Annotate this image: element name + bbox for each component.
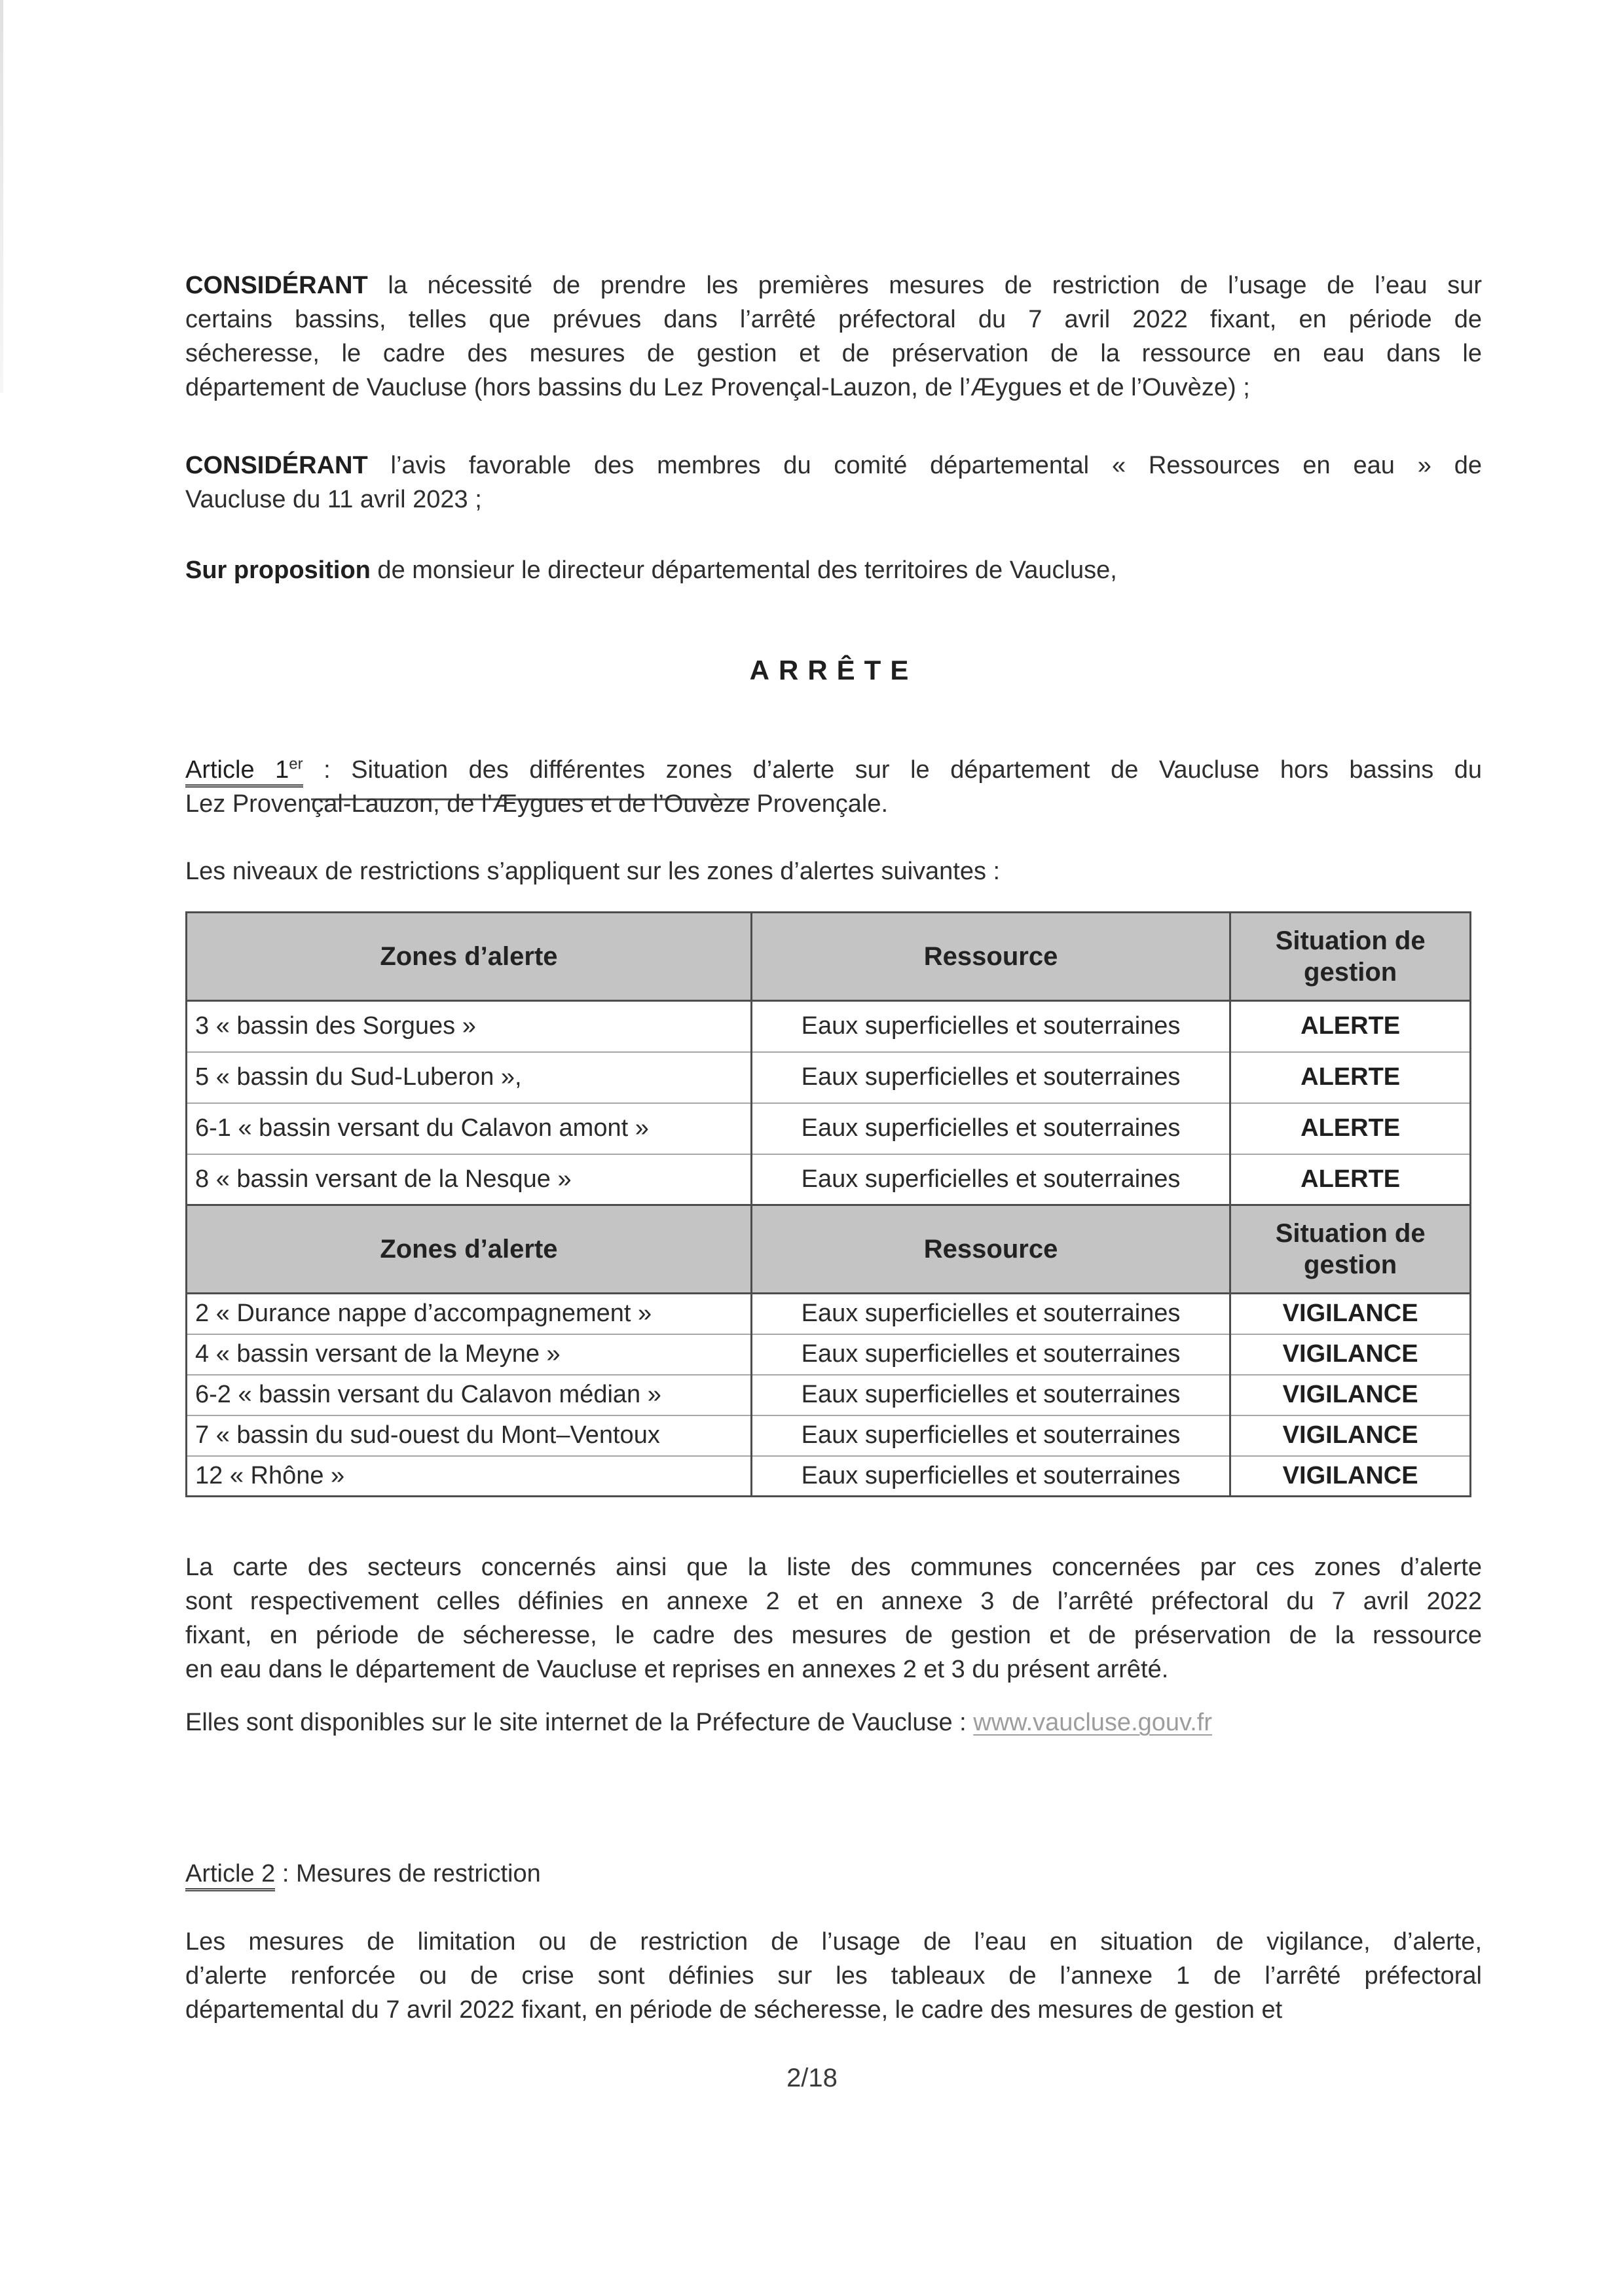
struck-text: çal-Lauzon, de l’Æygues et de l’Ouvèze — [311, 790, 750, 818]
text-line — [185, 553, 1482, 587]
text-segment: la nécessité de prendre les premières mesures de restriction de l’usage de l’eau sur — [367, 272, 1482, 299]
text-line: départemental du 7 avril 2022 fixant, en période de sécheresse, le cadre des mesures de gestion et — [185, 1996, 1283, 2024]
zone-cell: 3 « bassin des Sorgues » — [187, 1001, 752, 1052]
ressource-cell: Eaux superficielles et souterraines — [751, 1294, 1230, 1334]
text-segment: Elles sont disponibles sur le site internet de la Préfecture de Vaucluse : — [185, 1709, 974, 1736]
text-segment: Lez Proven — [185, 790, 312, 818]
header-zones-alerte: Zones d’alerte — [187, 913, 752, 1001]
paragraph-article-1 — [185, 753, 1482, 821]
zone-cell: 12 « Rhône » — [187, 1456, 752, 1497]
ressource-cell: Eaux superficielles et souterraines — [751, 1052, 1230, 1103]
sur-proposition-label: Sur proposition — [185, 556, 371, 584]
ressource-cell: Eaux superficielles et souterraines — [751, 1456, 1230, 1497]
ressource-cell: Eaux superficielles et souterraines — [751, 1103, 1230, 1154]
situation-cell: VIGILANCE — [1230, 1456, 1471, 1497]
text-line: sont respectivement celles définies en annexe 2 et en annexe 3 de l’arrêté préfectoral du 7 avril 2022 — [185, 1588, 1482, 1615]
header-situation: Situation de gestion — [1230, 913, 1471, 1001]
ressource-cell: Eaux superficielles et souterraines — [751, 1334, 1230, 1375]
text-line — [185, 787, 1482, 821]
header-situation: Situation de gestion — [1230, 1205, 1471, 1294]
table-row — [187, 1334, 1471, 1375]
text-line: certains bassins, telles que prévues dans l’arrêté préfectoral du 7 avril 2022 fixant, en période de — [185, 306, 1482, 333]
table-row — [187, 1456, 1471, 1497]
article-1-title-sup: er — [289, 755, 303, 773]
considerant-label: CONSIDÉRANT — [185, 272, 368, 299]
text-line: sécheresse, le cadre des mesures de gestion et de préservation de la ressource en eau dans le — [185, 340, 1482, 367]
text-line: département de Vaucluse (hors bassins du Lez Provençal-Lauzon, de l’Æygues et de l’Ouvèze) ; — [185, 374, 1250, 401]
situation-cell: ALERTE — [1230, 1154, 1471, 1205]
paragraph-sur-proposition — [185, 553, 1482, 587]
ressource-cell: Eaux superficielles et souterraines — [751, 1415, 1230, 1456]
table-header-row — [187, 1205, 1471, 1294]
header-ressource: Ressource — [751, 1205, 1230, 1294]
paragraph-article-2 — [185, 1857, 1482, 1891]
situation-cell: ALERTE — [1230, 1103, 1471, 1154]
text-segment: : Situation des différentes zones d’alerte sur le département de Vaucluse hors bassins du — [303, 756, 1482, 784]
table-header-row — [187, 913, 1471, 1001]
text-segment: Provençale. — [749, 790, 889, 818]
page-number: 2/18 — [786, 2064, 838, 2092]
paragraph-carte — [185, 1550, 1482, 1686]
paragraph-mesures — [185, 1925, 1482, 2027]
ressource-cell: Eaux superficielles et souterraines — [751, 1154, 1230, 1205]
zone-cell: 5 « bassin du Sud-Luberon », — [187, 1052, 752, 1103]
zone-cell: 6-2 « bassin versant du Calavon médian » — [187, 1375, 752, 1415]
zone-cell: 4 « bassin versant de la Meyne » — [187, 1334, 752, 1375]
text-segment: l’avis favorable des membres du comité départemental « Ressources en eau » de — [367, 452, 1482, 479]
situation-cell: ALERTE — [1230, 1001, 1471, 1052]
text-segment: : Mesures de restriction — [275, 1860, 541, 1887]
header-zones-alerte: Zones d’alerte — [187, 1205, 752, 1294]
text-line: Les niveaux de restrictions s’appliquent sur les zones d’alertes suivantes : — [185, 858, 1001, 885]
zone-cell: 8 « bassin versant de la Nesque » — [187, 1154, 752, 1205]
text-line — [185, 268, 1482, 302]
vaucluse-gouv-link[interactable]: www.vaucluse.gouv.fr — [973, 1709, 1212, 1736]
ressource-cell: Eaux superficielles et souterraines — [751, 1001, 1230, 1052]
table-row — [187, 1052, 1471, 1103]
situation-cell: ALERTE — [1230, 1052, 1471, 1103]
header-ressource: Ressource — [751, 913, 1230, 1001]
zones-alerte-table — [185, 911, 1471, 1497]
text-line: fixant, en période de sécheresse, le cadre des mesures de gestion et de préservation de la ressource — [185, 1622, 1482, 1649]
paragraph-niveaux-intro — [185, 854, 1482, 888]
text-line — [185, 1705, 1482, 1740]
article-2-title: Article 2 — [185, 1860, 275, 1891]
paragraph-considerant-1 — [185, 268, 1482, 405]
arrete-heading: ARRÊTE — [749, 655, 918, 685]
situation-cell: VIGILANCE — [1230, 1294, 1471, 1334]
table-row — [187, 1375, 1471, 1415]
article-1-title — [185, 756, 303, 788]
table-row — [187, 1154, 1471, 1205]
text-line — [185, 1857, 1482, 1891]
considerant-label: CONSIDÉRANT — [185, 452, 368, 479]
text-line: Les mesures de limitation ou de restriction de l’usage de l’eau en situation de vigilance, d’alerte, — [185, 1928, 1482, 1956]
situation-cell: VIGILANCE — [1230, 1334, 1471, 1375]
text-line: La carte des secteurs concernés ainsi que la liste des communes concernées par ces zones d’alerte — [185, 1554, 1482, 1581]
table-row — [187, 1001, 1471, 1052]
scan-edge-artifact — [0, 0, 3, 393]
zone-cell: 7 « bassin du sud-ouest du Mont–Ventoux — [187, 1415, 752, 1456]
text-line: d’alerte renforcée ou de crise sont définies sur les tableaux de l’annexe 1 de l’arrêté préfectoral — [185, 1962, 1482, 1990]
table-row — [187, 1294, 1471, 1334]
situation-cell: VIGILANCE — [1230, 1375, 1471, 1415]
table-row — [187, 1415, 1471, 1456]
text-line — [185, 448, 1482, 483]
text-line: en eau dans le département de Vaucluse et reprises en annexes 2 et 3 du présent arrêté. — [185, 1656, 1169, 1683]
text-line: Vaucluse du 11 avril 2023 ; — [185, 486, 482, 513]
ressource-cell: Eaux superficielles et souterraines — [751, 1375, 1230, 1415]
text-line — [185, 753, 1482, 787]
zone-cell: 6-1 « bassin versant du Calavon amont » — [187, 1103, 752, 1154]
paragraph-considerant-2 — [185, 448, 1482, 517]
text-segment: de monsieur le directeur départemental des territoires de Vaucluse, — [370, 556, 1117, 584]
situation-cell: VIGILANCE — [1230, 1415, 1471, 1456]
table-row — [187, 1103, 1471, 1154]
zone-cell: 2 « Durance nappe d’accompagnement » — [187, 1294, 752, 1334]
paragraph-disponibles — [185, 1705, 1482, 1740]
article-1-title-text: Article 1 — [185, 756, 289, 784]
